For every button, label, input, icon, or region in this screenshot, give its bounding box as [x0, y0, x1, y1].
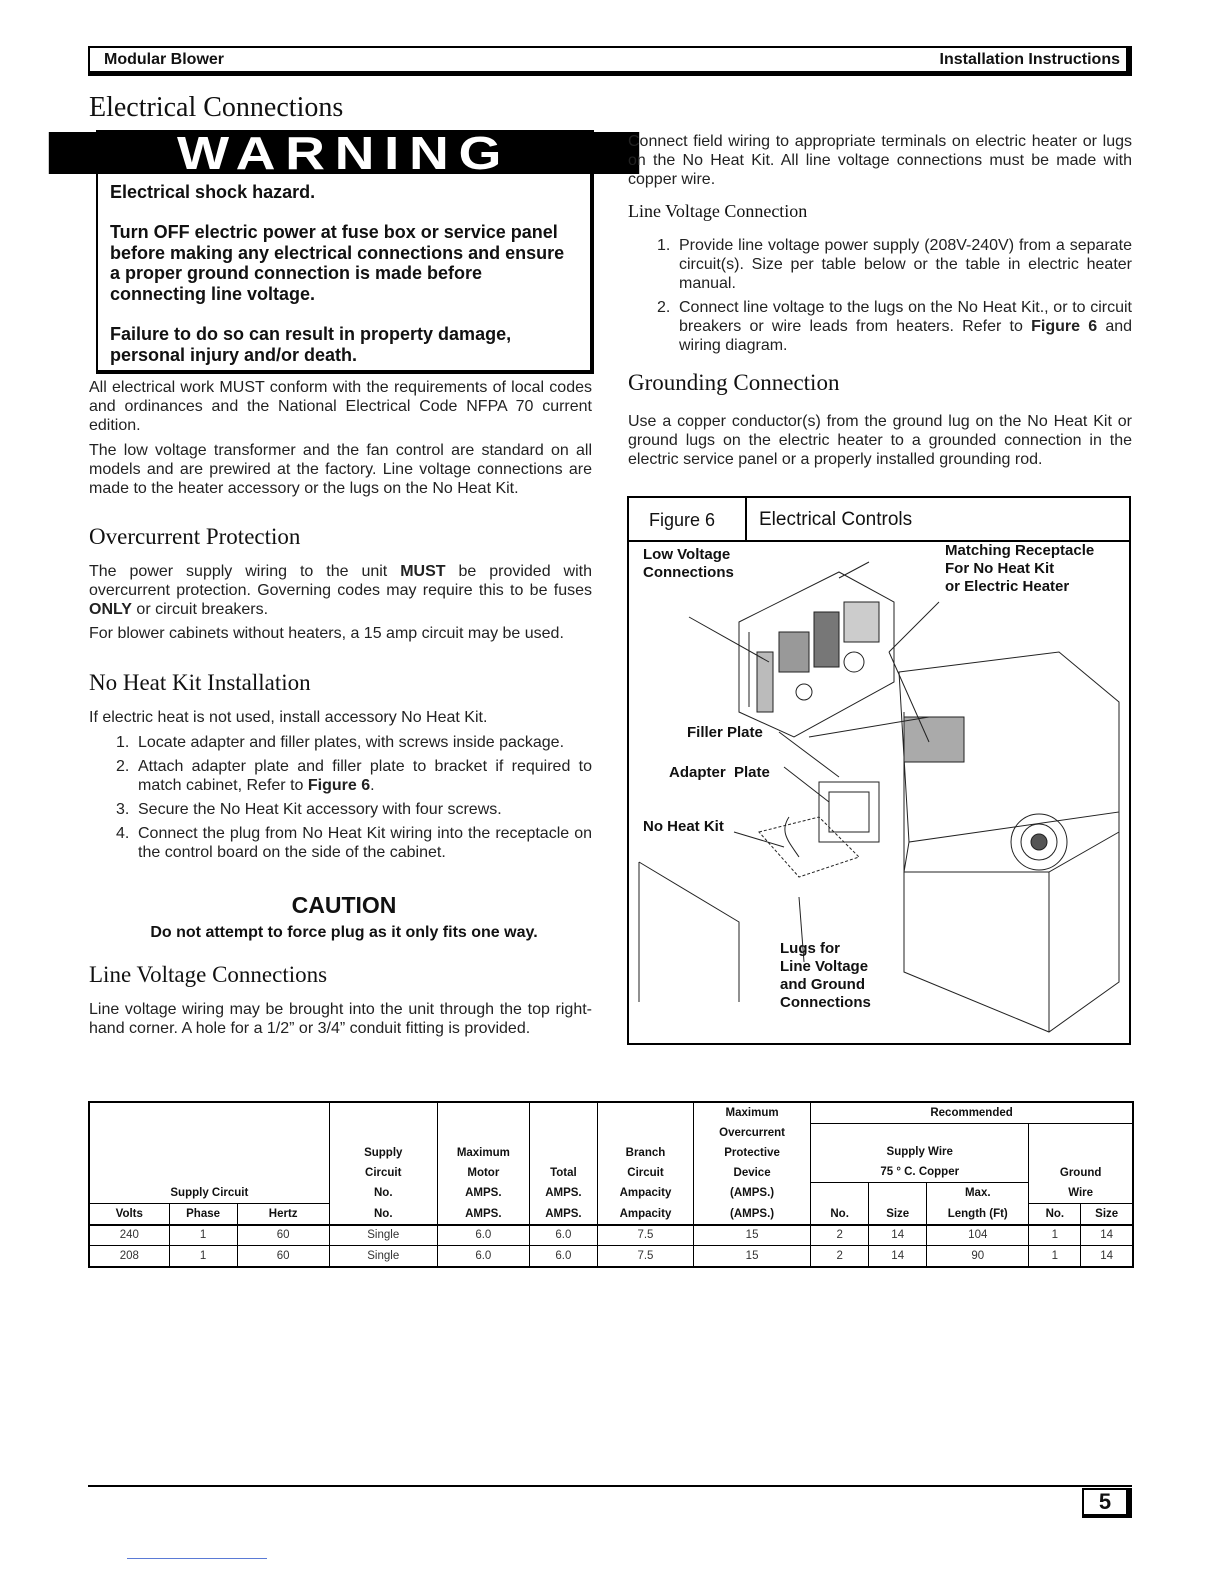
step-number: 1. [116, 734, 130, 751]
electrical-spec-table [88, 1101, 1134, 1268]
table-cell: 60 [237, 1246, 329, 1267]
label-text: Lugs for Line Voltage and Ground Connections [780, 940, 871, 1011]
line-voltage-steps [657, 236, 1132, 360]
th-amps: AMPS. [529, 1203, 597, 1225]
label-adapter-plate: Adapter Plate [669, 764, 770, 781]
table-cell: Single [329, 1246, 437, 1267]
overcurrent-title: Overcurrent Protection [89, 524, 301, 549]
section-title: Electrical Connections [89, 92, 344, 123]
label-matching-receptacle [945, 542, 1094, 596]
list-item [116, 824, 592, 862]
th-amps-device: (AMPS.) [694, 1203, 811, 1225]
caution-title: CAUTION [291, 892, 397, 918]
table-cell: 2 [811, 1246, 869, 1267]
table-cell: 6.0 [529, 1246, 597, 1267]
list-item [657, 236, 1132, 293]
th-length: Length (Ft) [927, 1203, 1029, 1225]
step-text: Locate adapter and filler plates, with screws inside package. [138, 734, 565, 751]
th-wire-size: Size [869, 1203, 927, 1225]
label-text: Low Voltage Connections [643, 546, 734, 581]
th-maxlen: Max. [927, 1183, 1029, 1204]
noheat-intro: If electric heat is not used, install accessory No Heat Kit. [89, 709, 488, 726]
step-number: 4. [116, 825, 130, 842]
warning-box [96, 127, 594, 374]
table-cell: 1 [169, 1225, 237, 1246]
oc-text-must: MUST [400, 563, 446, 580]
table-cell: 240 [89, 1225, 169, 1246]
warning-line2: Turn OFF electric power at fuse box or service panel before making any electrical connections and ensure a proper ground connection is made before connecting line voltage. [110, 222, 565, 304]
table-cell: 15 [694, 1246, 811, 1267]
page-header [88, 46, 1132, 76]
intro-paragraph-2: The low voltage transformer and the fan control are standard on all models and are prewired at the factory. Line voltage connections are made to the heater accessory or the lugs on the No Heat Kit. [89, 442, 592, 497]
th-text: Supply Wire 75 ° C. Copper [880, 1146, 960, 1178]
grounding-title: Grounding Connection [628, 370, 840, 395]
th-blank [869, 1183, 927, 1204]
header-left: Modular Blower [104, 51, 225, 68]
step-number: 2. [116, 758, 130, 775]
th-ground-size: Size [1081, 1203, 1133, 1225]
step-number: 2. [657, 299, 671, 316]
caution-text: Do not attempt to force plug as it only fits one way. [150, 924, 538, 941]
list-item [116, 800, 592, 819]
table-row [89, 1246, 1133, 1267]
th-recommended: Recommended [811, 1102, 1133, 1124]
board-chip [814, 612, 839, 667]
th-text: Branch Circuit Ampacity [619, 1147, 672, 1199]
label-no-heat-kit: No Heat Kit [643, 818, 724, 835]
th-ground-wire [1029, 1124, 1133, 1204]
no-heat-kit [759, 817, 859, 877]
th-text: Maximum Overcurrent Protective Device (AMPS.) [719, 1107, 785, 1199]
th-phase: Phase [169, 1203, 237, 1225]
th-blank [811, 1183, 869, 1204]
step-number: 1. [657, 237, 671, 254]
bottom-link-line [127, 1558, 267, 1559]
label-low-voltage [643, 546, 734, 582]
door-panel [639, 862, 739, 1002]
table-cell: 7.5 [597, 1225, 693, 1246]
noheat-title: No Heat Kit Installation [89, 670, 311, 695]
table-row [89, 1225, 1133, 1246]
step-text: Connect line voltage to the lugs on the No Heat Kit., or to circuit breakers or wire leads from heaters. Refer to [679, 299, 1132, 335]
th-supply-wire [811, 1124, 1029, 1183]
receptacle [904, 717, 964, 762]
warning-banner: WARNING [49, 132, 639, 174]
th-branch [597, 1102, 693, 1203]
noheat-steps [116, 733, 592, 867]
table-cell: 15 [694, 1225, 811, 1246]
th-wire-no: No. [811, 1203, 869, 1225]
table-cell: Single [329, 1225, 437, 1246]
list-item [116, 733, 592, 752]
th-text: Total AMPS. [545, 1167, 582, 1199]
label-lugs [780, 940, 871, 1012]
list-item [657, 298, 1132, 355]
warning-line1: Electrical shock hazard. [110, 182, 316, 202]
table-cell: 14 [869, 1225, 927, 1246]
table-cell: 6.0 [437, 1225, 529, 1246]
grounding-paragraph: Use a copper conductor(s) from the ground lug on the No Heat Kit or ground lugs on the electric heater to a grounded connection in the electric service panel or a properly installed grounding rod. [628, 413, 1132, 468]
lvc-paragraph: Line voltage wiring may be brought into the unit through the top right-hand corner. A hole for a 1/2” or 3/4” conduit fitting is provided. [89, 1001, 592, 1037]
electrical-controls-illustration [629, 542, 1129, 1043]
step-text: Connect the plug from No Heat Kit wiring into the receptacle on the control board on the side of the cabinet. [138, 825, 592, 861]
th-total-amps [529, 1102, 597, 1203]
figure-6 [627, 496, 1131, 1045]
table-cell: 1 [1029, 1225, 1081, 1246]
figure-ref: Figure 6 [307, 777, 371, 794]
th-ground-no: No. [1029, 1203, 1081, 1225]
oc-text-only: ONLY [89, 601, 132, 618]
intro-paragraph-1: All electrical work MUST conform with the requirements of local codes and ordinances and the National Electrical Code NFPA 70 current edition. [89, 379, 592, 434]
th-max-motor [437, 1102, 529, 1203]
step-text: Attach adapter plate and filler plate to bracket if required to match cabinet, Refer to [138, 758, 592, 794]
table-cell: 14 [1081, 1246, 1133, 1267]
th-amps: AMPS. [437, 1203, 529, 1225]
th-max-overcurrent [694, 1102, 811, 1203]
board-relay [844, 602, 879, 642]
board-chip [779, 632, 809, 672]
table-cell: 90 [927, 1246, 1029, 1267]
board-capacitor [844, 652, 864, 672]
step-text: . [370, 777, 375, 794]
step-text: and wiring diagram. [679, 318, 1133, 354]
board-capacitor [796, 684, 812, 700]
th-text: Maximum Motor AMPS. [456, 1147, 510, 1199]
list-item [116, 757, 592, 795]
th-hertz: Hertz [237, 1203, 329, 1225]
line-voltage-title: Line Voltage Connection [628, 201, 808, 221]
figure-ref: Figure 6 [1031, 318, 1098, 335]
table-cell: 14 [1081, 1225, 1133, 1246]
th-supply-circuit: Supply Circuit [89, 1102, 329, 1203]
page-number: 5 [1082, 1488, 1132, 1518]
oc-text-a: The power supply wiring to the unit [89, 563, 401, 580]
label-filler-plate: Filler Plate [687, 724, 763, 741]
th-volts: Volts [89, 1203, 169, 1225]
table-cell: 7.5 [597, 1246, 693, 1267]
table-cell: 104 [927, 1225, 1029, 1246]
table-cell: 6.0 [437, 1246, 529, 1267]
figure-number: Figure 6 [629, 498, 747, 542]
overcurrent-paragraph-2: For blower cabinets without heaters, a 15 amp circuit may be used. [89, 625, 564, 642]
oc-text-c: be provided with overcurrent protection. Governing codes may require this to be fuses [89, 563, 592, 599]
footer-rule [88, 1485, 1132, 1487]
table-cell: 60 [237, 1225, 329, 1246]
figure-title: Electrical Controls [747, 498, 1129, 542]
table-cell: 2 [811, 1225, 869, 1246]
overcurrent-paragraph-1 [89, 562, 592, 619]
table-cell: 208 [89, 1246, 169, 1267]
label-text: Matching Receptacle For No Heat Kit or Electric Heater [945, 542, 1095, 595]
th-no: No. [329, 1203, 437, 1225]
lvc-title: Line Voltage Connections [89, 962, 328, 987]
th-ampacity: Ampacity [597, 1203, 693, 1225]
step-text: Secure the No Heat Kit accessory with four screws. [138, 801, 502, 818]
header-right: Installation Instructions [939, 51, 1120, 68]
table-cell: 1 [169, 1246, 237, 1267]
step-number: 3. [116, 801, 130, 818]
right-paragraph-1: Connect field wiring to appropriate terminals on electric heater or lugs on the No Heat Kit. All line voltage connections must be made with copper wire. [628, 133, 1132, 188]
th-text: Supply Circuit No. [364, 1147, 403, 1199]
warning-line3: Failure to do so can result in property damage, personal injury and/or death. [110, 324, 512, 365]
table-cell: 6.0 [529, 1225, 597, 1246]
step-text: Provide line voltage power supply (208V-240V) from a separate circuit(s). Size per table below or the table in electric heater manual. [679, 237, 1132, 292]
terminal-strip [757, 652, 773, 712]
table-cell: 14 [869, 1246, 927, 1267]
oc-text-e: or circuit breakers. [131, 601, 269, 618]
adapter-plate [819, 782, 879, 842]
table-cell: 1 [1029, 1246, 1081, 1267]
th-supply-circuit-no [329, 1102, 437, 1203]
th-text: Ground Wire [1059, 1166, 1102, 1199]
